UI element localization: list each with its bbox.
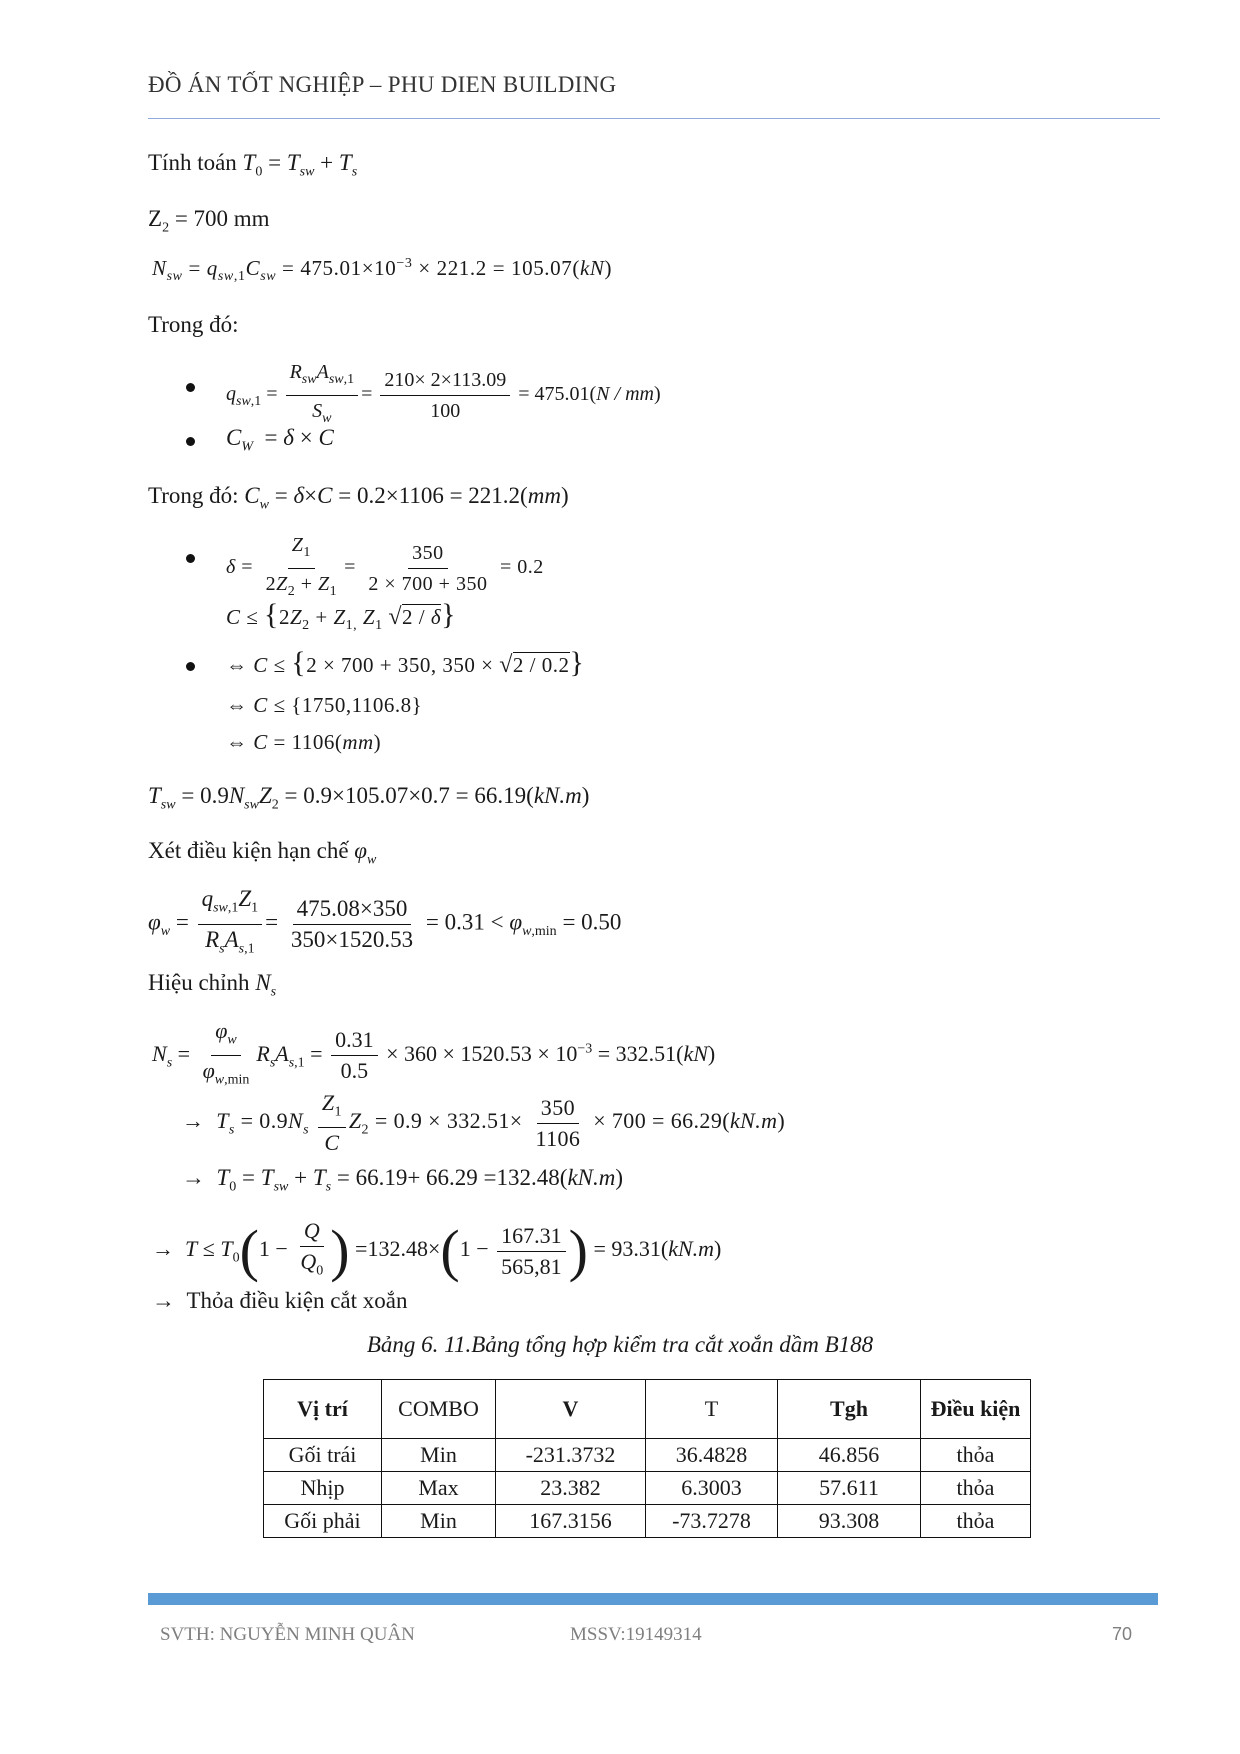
xet-dieu-kien-label: Xét điều kiện hạn chế [148, 838, 349, 863]
cell-dieu-kien: thỏa [921, 1505, 1031, 1538]
qsw-unit: N / mm [596, 383, 654, 406]
cell-t: 36.4828 [646, 1439, 778, 1472]
header-tgh: Tgh [778, 1380, 921, 1439]
cell-combo: Min [382, 1505, 496, 1538]
bullet-c-cases [186, 662, 195, 671]
torsion-check-table [263, 1379, 1031, 1538]
cell-combo: Max [382, 1472, 496, 1505]
trong-do-2: Trong đó: [148, 483, 239, 508]
table-caption: Bảng 6. 11.Bảng tổng hợp kiểm tra cắt xoắn dầm B188 [366, 1332, 874, 1357]
cell-dieu-kien: thỏa [921, 1472, 1031, 1505]
table-row [264, 1472, 1031, 1505]
header-t: T [646, 1380, 778, 1439]
t-check-result: = 93.31( [593, 1236, 669, 1262]
t-check-symbolic-fraction: $\frac{Q}{Q_0}$ [300, 1218, 324, 1279]
conclusion-line: → Thỏa điều kiện cắt xoắn [152, 1288, 408, 1313]
z2-value: = 700 mm [169, 206, 270, 231]
tinh-toan-label: Tính toán [148, 150, 237, 175]
trong-do-1: Trong đó: [148, 312, 239, 337]
table-row [264, 1505, 1031, 1538]
header-dieu-kien: Điều kiện [921, 1380, 1031, 1439]
table-row [264, 1439, 1031, 1472]
ns-equation: $N_s$ = $\frac{\varphi_w}{\varphi_{w,min}}$ $R_sA_{s,1}$ = $\frac{0.31}{0.5}$ × $360 \times 1520.53 \times 10^{-3} = 332.51(kN)$ [152, 1018, 715, 1094]
delta-equation: δ = $\frac{Z_1}{2Z_2 + Z_1}$ = $\frac{350}{2 \times 700 + 350}$ = 0.2 [226, 532, 544, 605]
c-inequality: $C \le \{2Z_2 + Z_{1,}$ $Z_1$ √2 / δ} [226, 598, 457, 634]
t-check-equation: → $T \le T_0(1$ − $\frac{Q}{Q_0}$ ) =132.48×(1 − $\frac{167.31}{565,81}$ ) = 93.31(kN.m) [152, 1218, 722, 1284]
tsw-result: = 0.9×105.07×0.7 = 66.19( [284, 783, 534, 808]
cell-v: 23.382 [496, 1472, 646, 1505]
t-check-numeric-fraction: $\frac{167.31}{565,81}$ [497, 1223, 566, 1280]
page-header-title: ĐỒ ÁN TỐT NGHIỆP – PHU DIEN BUILDING [148, 72, 617, 97]
header-divider [148, 118, 1160, 119]
cell-tgh: 57.611 [778, 1472, 921, 1505]
cell-vi-tri: Gối phải [264, 1505, 382, 1538]
ns-mid: × 360 × 1520.53 × 10 [386, 1040, 578, 1066]
c-case-1-sqrt: 2 / 0.2 [512, 653, 570, 677]
z2-line: $Z_2 = 700$ mm [148, 206, 270, 236]
cw-equation: $C_W = \delta \times C$ [226, 425, 334, 455]
t-check-mid: =132.48× [355, 1236, 441, 1262]
cell-v: 167.3156 [496, 1505, 646, 1538]
c-case-3-value: = 1106( [273, 730, 343, 754]
ts-result: × 700 = 66.29( [593, 1108, 730, 1134]
header-vi-tri: Vị trí [264, 1380, 382, 1439]
ns-numeric-fraction: $\frac{0.31}{0.5}$ [331, 1027, 378, 1084]
nsw-equation: $N_{sw} = q_{sw,1}C_{sw} = 475.01\times 10^{-3} \times 221.2 = 105.07(kN)$ [152, 256, 613, 285]
header-combo: COMBO [382, 1380, 496, 1439]
qsw-equation: $q_{sw,1}$ = $\frac{R_{sw}A_{sw,1}}{S_w}$ = $\frac{210\times 2\times 113.09}{100}$ = 475.01(N / mm) [226, 359, 661, 432]
cw-result: = 0.2×1106 = 221.2( [338, 483, 528, 508]
hieu-chinh-line: Hiệu chỉnh $N_s$ [148, 970, 277, 1000]
conclusion-text: Thỏa điều kiện cắt xoắn [186, 1288, 408, 1313]
nsw-values: 475.01×10 [300, 256, 397, 280]
cell-vi-tri: Gối trái [264, 1439, 382, 1472]
ts-numeric-fraction: $\frac{350}{1106}$ [535, 1094, 581, 1151]
cell-dieu-kien: thỏa [921, 1439, 1031, 1472]
delta-numeric-fraction: $\frac{350}{2 \times 700 + 350}$ [368, 542, 488, 595]
ts-mid: = 0.9 × 332.51× [374, 1108, 523, 1134]
nsw-tail: × 221.2 = 105.07( [418, 256, 580, 280]
cell-v: -231.3732 [496, 1439, 646, 1472]
c-case-1-values: 2 × 700 + 350, 350 × [306, 653, 494, 677]
cell-combo: Min [382, 1439, 496, 1472]
footer-page-number: 70 [1112, 1624, 1133, 1644]
ns-result: = 332.51( [597, 1040, 684, 1066]
phi-equation: $\varphi_w$ = $\frac{q_{sw,1}Z_1}{R_sA_{s,1}}$ = $\frac{475.08\times 350}{350\times 1520.53}$ = $0.31 < \varphi_{w,min} = 0.50$ [148, 886, 621, 962]
cell-tgh: 46.856 [778, 1439, 921, 1472]
footer-bar [148, 1593, 1158, 1605]
ts-symbolic-fraction: $\frac{Z_1}{C}$ [318, 1090, 346, 1156]
tsw-equation: $T_{sw} = 0.9N_{sw}Z_2 = 0.9\times 105.07\times 0.7 = 66.19(kN.m)$ [148, 783, 590, 813]
cell-tgh: 93.308 [778, 1505, 921, 1538]
bullet-cw [186, 437, 195, 446]
c-case-1: ⇔ C ≤ {2 × 700 + 350, 350 × √2 / 0.2} [226, 646, 585, 679]
cell-t: -73.7278 [646, 1505, 778, 1538]
hieu-chinh-label: Hiệu chỉnh [148, 970, 250, 995]
bullet-delta [186, 554, 195, 563]
delta-symbolic-fraction: $\frac{Z_1}{2Z_2 + Z_1}$ [265, 534, 338, 599]
phi-symbolic-fraction: $\frac{q_{sw,1}Z_1}{R_sA_{s,1}}$ [198, 886, 263, 962]
t0-equation: → $T_0 = T_{sw} + T_s = 66.19+ 66.29 =132.48(kN.m)$ [182, 1165, 624, 1195]
footer-student: SVTH: NGUYỄN MINH QUÂN [160, 1624, 415, 1645]
tinh-toan-line: Tính toán $T_0 = T_{sw} + T_s$ [148, 150, 358, 180]
phi-result: = 0.31 < [425, 909, 504, 935]
header-v: V [496, 1380, 646, 1439]
table-header-row [264, 1380, 1031, 1439]
ns-symbolic-fraction: $\frac{\varphi_w}{\varphi_{w,min}}$ [202, 1018, 250, 1088]
qsw-symbolic-fraction: $\frac{R_{sw}A_{sw,1}}{S_w}$ [286, 359, 359, 432]
z2-symbol: Z [148, 206, 163, 231]
bullet-qsw [186, 383, 195, 392]
xet-dieu-kien-line: Xét điều kiện hạn chế $\varphi_w$ [148, 838, 377, 868]
c-case-3: ⇔ C = 1106(mm) [226, 730, 382, 754]
c-case-2: ⇔ C ≤ {1750,1106.8} [226, 693, 423, 717]
footer-student-id: MSSV:19149314 [570, 1624, 702, 1645]
delta-result: = 0.2 [499, 556, 544, 579]
qsw-numeric-fraction: $\frac{210\times 2\times 113.09}{100}$ [380, 367, 510, 424]
t0-result: = 66.19+ 66.29 =132.48( [336, 1165, 568, 1190]
phi-numeric-fraction: $\frac{475.08\times 350}{350\times 1520.53}$ [290, 895, 414, 952]
cw-computation: Trong đó: $C_w = \delta\times C = 0.2\times 1106 = 221.2(mm)$ [148, 483, 569, 513]
c-case-2-values: 1750,1106.8 [301, 693, 412, 717]
ts-equation: → $T_s = 0.9N_s$ $\frac{Z_1}{C}$ $Z_2 = 0.9 \times 332.51\times$ $\frac{350}{1106}$ × 700 = 66.29(kN.m) [182, 1090, 786, 1156]
phi-min-value: = 0.50 [562, 909, 622, 935]
cell-vi-tri: Nhịp [264, 1472, 382, 1505]
qsw-result: = 475.01( [518, 383, 597, 406]
cell-t: 6.3003 [646, 1472, 778, 1505]
